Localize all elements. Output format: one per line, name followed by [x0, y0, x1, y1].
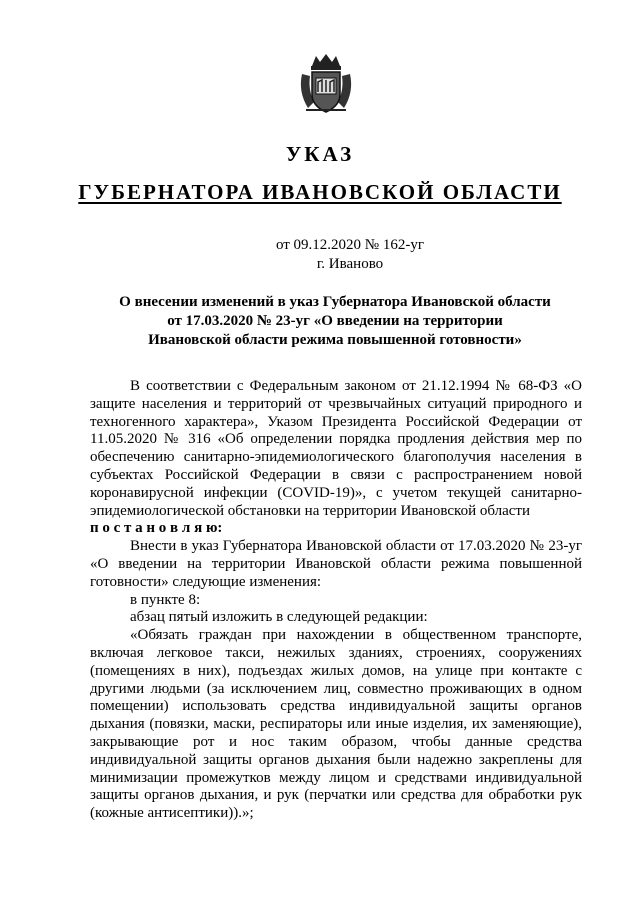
subject-line-1: О внесении изменений в указ Губернатора Ивановской области	[119, 294, 551, 310]
body-paragraph-3: абзац пятый изложить в следующей редакции:	[130, 609, 428, 626]
subject-line-2: от 17.03.2020 № 23-уг «О введении на территории	[167, 313, 503, 329]
document-subject	[88, 293, 582, 350]
body-paragraph-1: Внести в указ Губернатора Ивановской области от 17.03.2020 № 23-уг «О введении на территории Ивановской области режима повышенной готовности» следующие изменения:	[90, 538, 582, 590]
document-city: г. Иваново	[316, 256, 384, 272]
preamble-paragraph	[90, 378, 582, 538]
document-date-number: от 09.12.2020 № 162-уг	[275, 237, 425, 253]
document-title: УКАЗ	[285, 142, 355, 166]
document-issuer: ГУБЕРНАТОРА ИВАНОВСКОЙ ОБЛАСТИ	[78, 180, 562, 204]
document-body	[90, 378, 582, 823]
coat-of-arms-icon	[298, 52, 354, 116]
preamble-text: В соответствии с Федеральным законом от 21.12.1994 № 68-ФЗ «О защите населения и территорий от чрезвычайных ситуаций природного и техногенного характера», Указом Президента Российской Федерации от 11.05.2020 № 316 «Об определении порядка продления действия мер по обеспечению санитарно-эпидемиологического благополучия населения в субъектах Российской Федерации в связи с распространением новой коронавирусной инфекции (COVID-19)», с учетом текущей санитарно-эпидемиологической обстановки на территории Ивановской области	[90, 378, 582, 519]
resolve-word: п о с т а н о в л я ю:	[90, 520, 223, 537]
subject-line-3: Ивановской области режима повышенной готовности»	[148, 332, 522, 348]
body-paragraph-2: в пункте 8:	[130, 591, 201, 608]
body-paragraph-4: «Обязать граждан при нахождении в общественном транспорте, включая легковое такси, нежилых зданиях, строениях, сооружениях (помещениях в них), подъездах жилых домов, на улице при контакте с другими людьми (за исключением лиц, совместно проживающих в одном помещении) использовать средства индивидуальной защиты органов дыхания (повязки, маски, респираторы или иные изделия, их заменяющие), закрывающие рот и нос таким образом, чтобы данные средства индивидуальной защиты органов дыхания были надежно закреплены для минимизации промежутков между лицом и средствами индивидуальной защиты органов дыхания, и рук (перчатки или средства для обработки рук (кожные антисептики)).»;	[90, 627, 582, 822]
